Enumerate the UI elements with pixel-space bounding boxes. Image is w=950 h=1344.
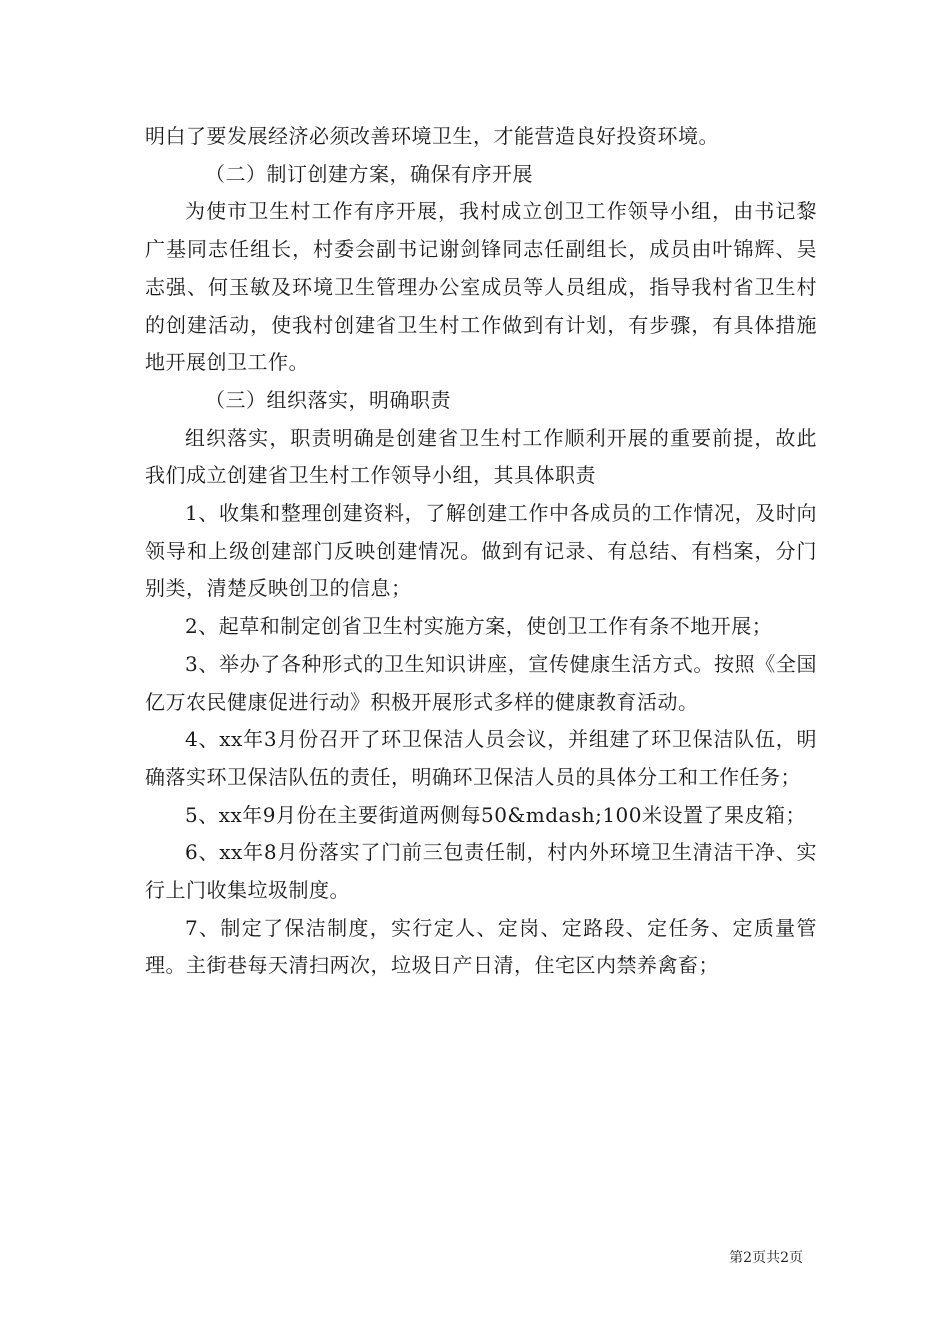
paragraph-continuation: 明白了要发展经济必须改善环境卫生，才能营造良好投资环境。 <box>145 124 719 148</box>
list-item-2: 2、起草和制定创省卫生村实施方案，使创卫工作有条不地开展； <box>185 614 773 639</box>
list-item-6: 6、xx年8月份落实了门前三包责任制，村内外环境卫生清洁干净、实行上门收集垃圾制度。 <box>145 840 817 903</box>
paragraph-leadership-group: 为使市卫生村工作有序开展，我村成立创卫工作领导小组，由书记黎广基同志任组长，村委会副书记谢剑锋同志任副组长，成员由叶锦辉、吴志强、何玉敏及环境卫生管理办公室成员等人员组成，指导我村省卫生村的创建活动，使我村创建省卫生村工作做到有计划，有步骤，有具体措施地开展创卫工作。 <box>145 199 817 375</box>
list-item-4: 4、xx年3月份召开了环卫保洁人员会议，并组建了环卫保洁队伍，明确落实环卫保洁队伍的责任，明确环卫保洁人员的具体分工和工作任务； <box>145 727 817 789</box>
paragraph-responsibilities-intro: 组织落实，职责明确是创建省卫生村工作顺利开展的重要前提，故此我们成立创建省卫生村工作领导小组，其具体职责 <box>145 425 817 488</box>
document-body <box>145 118 817 985</box>
section-heading-3: （三）组织落实，明确职责 <box>205 387 451 412</box>
list-item-1: 1、收集和整理创建资料，了解创建工作中各成员的工作情况，及时向领导和上级创建部门反映创建情况。做到有记录、有总结、有档案，分门别类，清楚反映创卫的信息； <box>145 501 817 601</box>
list-item-5: 5、xx年9月份在主要街道两侧每50&mdash;100米设置了果皮箱； <box>185 802 807 827</box>
list-item-3: 3、举办了各种形式的卫生知识讲座，宣传健康生活方式。按照《全国亿万农民健康促进行动》积极开展形式多样的健康教育活动。 <box>145 651 817 714</box>
page-number-footer: 第2页共2页 <box>729 1250 803 1266</box>
section-heading-2: （二）制订创建方案，确保有序开展 <box>205 161 533 186</box>
list-item-7: 7、制定了保洁制度，实行定人、定岗、定路段、定任务、定质量管理。主街巷每天清扫两次，垃圾日产日清，住宅区内禁养禽畜； <box>145 915 817 978</box>
